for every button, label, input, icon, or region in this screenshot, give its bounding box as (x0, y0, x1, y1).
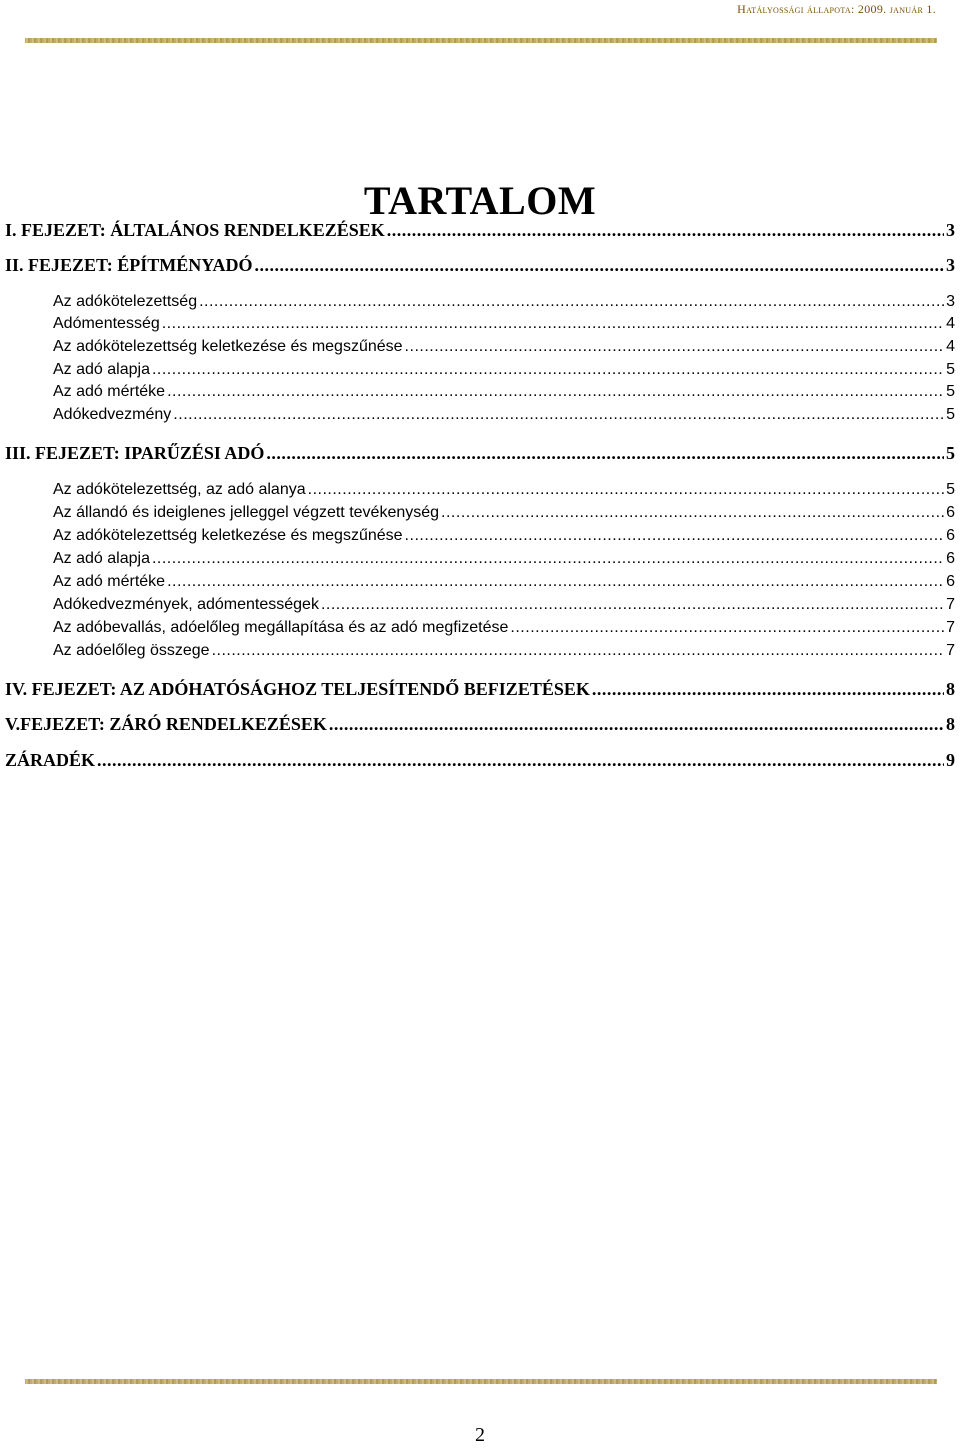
toc-leader-dots (405, 527, 945, 545)
toc-entry-label: Az adó mértéke (53, 573, 166, 590)
toc-leader-dots (266, 443, 944, 464)
toc-entry-page: 6 (946, 527, 955, 544)
toc-entry[interactable] (5, 750, 955, 771)
toc-entry-label: Az adó alapja (53, 550, 150, 567)
toc-entry-label: Az adókötelezettség (53, 293, 198, 310)
running-header: Hatályossági állapota: 2009. január 1. (737, 2, 936, 16)
toc-entry-label: ZÁRADÉK (5, 750, 96, 770)
toc-entry-page: 6 (946, 504, 955, 521)
toc-entry-page: 9 (946, 750, 955, 770)
toc-entry[interactable] (53, 550, 955, 568)
toc-leader-dots (387, 220, 944, 241)
toc-entry[interactable] (5, 714, 955, 735)
toc-entry[interactable] (53, 481, 955, 499)
toc-entry-page: 3 (946, 255, 955, 275)
toc-entry-page: 6 (946, 550, 955, 567)
toc-entry-page: 4 (946, 315, 955, 332)
toc-entry-label: Az adókötelezettség keletkezése és megszűnése (53, 338, 403, 355)
toc-entry-label: Adómentesség (53, 315, 160, 332)
toc-entry[interactable] (5, 679, 955, 700)
toc-entry-page: 5 (946, 383, 955, 400)
toc-entry-label: Adókedvezmények, adómentességek (53, 596, 319, 613)
page-number: 2 (475, 1424, 485, 1446)
toc-entry-label: Az adó alapja (53, 361, 150, 378)
toc-entry-page: 6 (946, 573, 955, 590)
top-decorative-rule (25, 38, 937, 43)
toc-leader-dots (167, 383, 944, 401)
toc-entry[interactable] (53, 504, 955, 522)
toc-leader-dots (510, 619, 944, 637)
toc-leader-dots (97, 750, 944, 771)
toc-entry-label: Az adó mértéke (53, 383, 166, 400)
toc-entry[interactable] (5, 220, 955, 241)
toc-entry-page: 5 (946, 481, 955, 498)
toc-entry-page: 7 (946, 619, 955, 636)
toc-leader-dots (173, 406, 944, 424)
toc-entry-label: Adókedvezmény (53, 406, 172, 423)
toc-entry[interactable] (53, 527, 955, 545)
bottom-decorative-rule (25, 1379, 937, 1384)
toc-entry-label: Az állandó és ideiglenes jelleggel végzett tevékenység (53, 504, 440, 521)
toc-entry-label: Az adóbevallás, adóelőleg megállapítása és az adó megfizetése (53, 619, 509, 636)
toc-entry-page: 8 (946, 679, 955, 699)
toc-entry-page: 5 (946, 361, 955, 378)
toc-leader-dots (592, 679, 944, 700)
toc-entry-page: 3 (946, 293, 955, 310)
toc-entry[interactable] (53, 596, 955, 614)
toc-entry[interactable] (53, 383, 955, 401)
toc-entry[interactable] (53, 406, 955, 424)
toc-leader-dots (152, 550, 944, 568)
toc-entry-page: 4 (946, 338, 955, 355)
toc-entry-page: 5 (946, 406, 955, 423)
toc-entry-page: 7 (946, 642, 955, 659)
toc-entry[interactable] (53, 315, 955, 333)
toc-entry[interactable] (53, 642, 955, 660)
toc-entry-label: III. FEJEZET: IPARŰZÉSI ADÓ (5, 443, 265, 463)
toc-leader-dots (199, 293, 944, 311)
toc-entry[interactable] (53, 361, 955, 379)
toc-entry-label: IV. FEJEZET: AZ ADÓHATÓSÁGHOZ TELJESÍTENDŐ BEFIZETÉSEK (5, 679, 590, 699)
toc-entry-page: 8 (946, 714, 955, 734)
toc-entry-label: Az adóelőleg összege (53, 642, 210, 659)
toc-leader-dots (329, 714, 944, 735)
toc-entry-page: 7 (946, 596, 955, 613)
toc-entry[interactable] (5, 443, 955, 464)
toc-entry-page: 3 (946, 220, 955, 240)
toc-entry[interactable] (53, 619, 955, 637)
toc-entry[interactable] (53, 573, 955, 591)
toc-entry-label: Az adókötelezettség, az adó alanya (53, 481, 306, 498)
toc-entry-label: Az adókötelezettség keletkezése és megszűnése (53, 527, 403, 544)
toc-entry-label: V.FEJEZET: ZÁRÓ RENDELKEZÉSEK (5, 714, 327, 734)
toc-leader-dots (212, 642, 945, 660)
toc-leader-dots (152, 361, 944, 379)
toc-entry-label: II. FEJEZET: ÉPÍTMÉNYADÓ (5, 255, 253, 275)
toc-entry-page: 5 (946, 443, 955, 463)
toc-leader-dots (167, 573, 944, 591)
toc-leader-dots (308, 481, 944, 499)
toc-leader-dots (441, 504, 944, 522)
toc-leader-dots (405, 338, 945, 356)
toc-leader-dots (321, 596, 944, 614)
toc-entry[interactable] (53, 338, 955, 356)
toc-leader-dots (162, 315, 944, 333)
toc-entry[interactable] (5, 255, 955, 276)
toc-entry[interactable] (53, 293, 955, 311)
toc-leader-dots (255, 255, 944, 276)
toc-entry-label: I. FEJEZET: ÁLTALÁNOS RENDELKEZÉSEK (5, 220, 385, 240)
page-title: TARTALOM (363, 177, 597, 223)
